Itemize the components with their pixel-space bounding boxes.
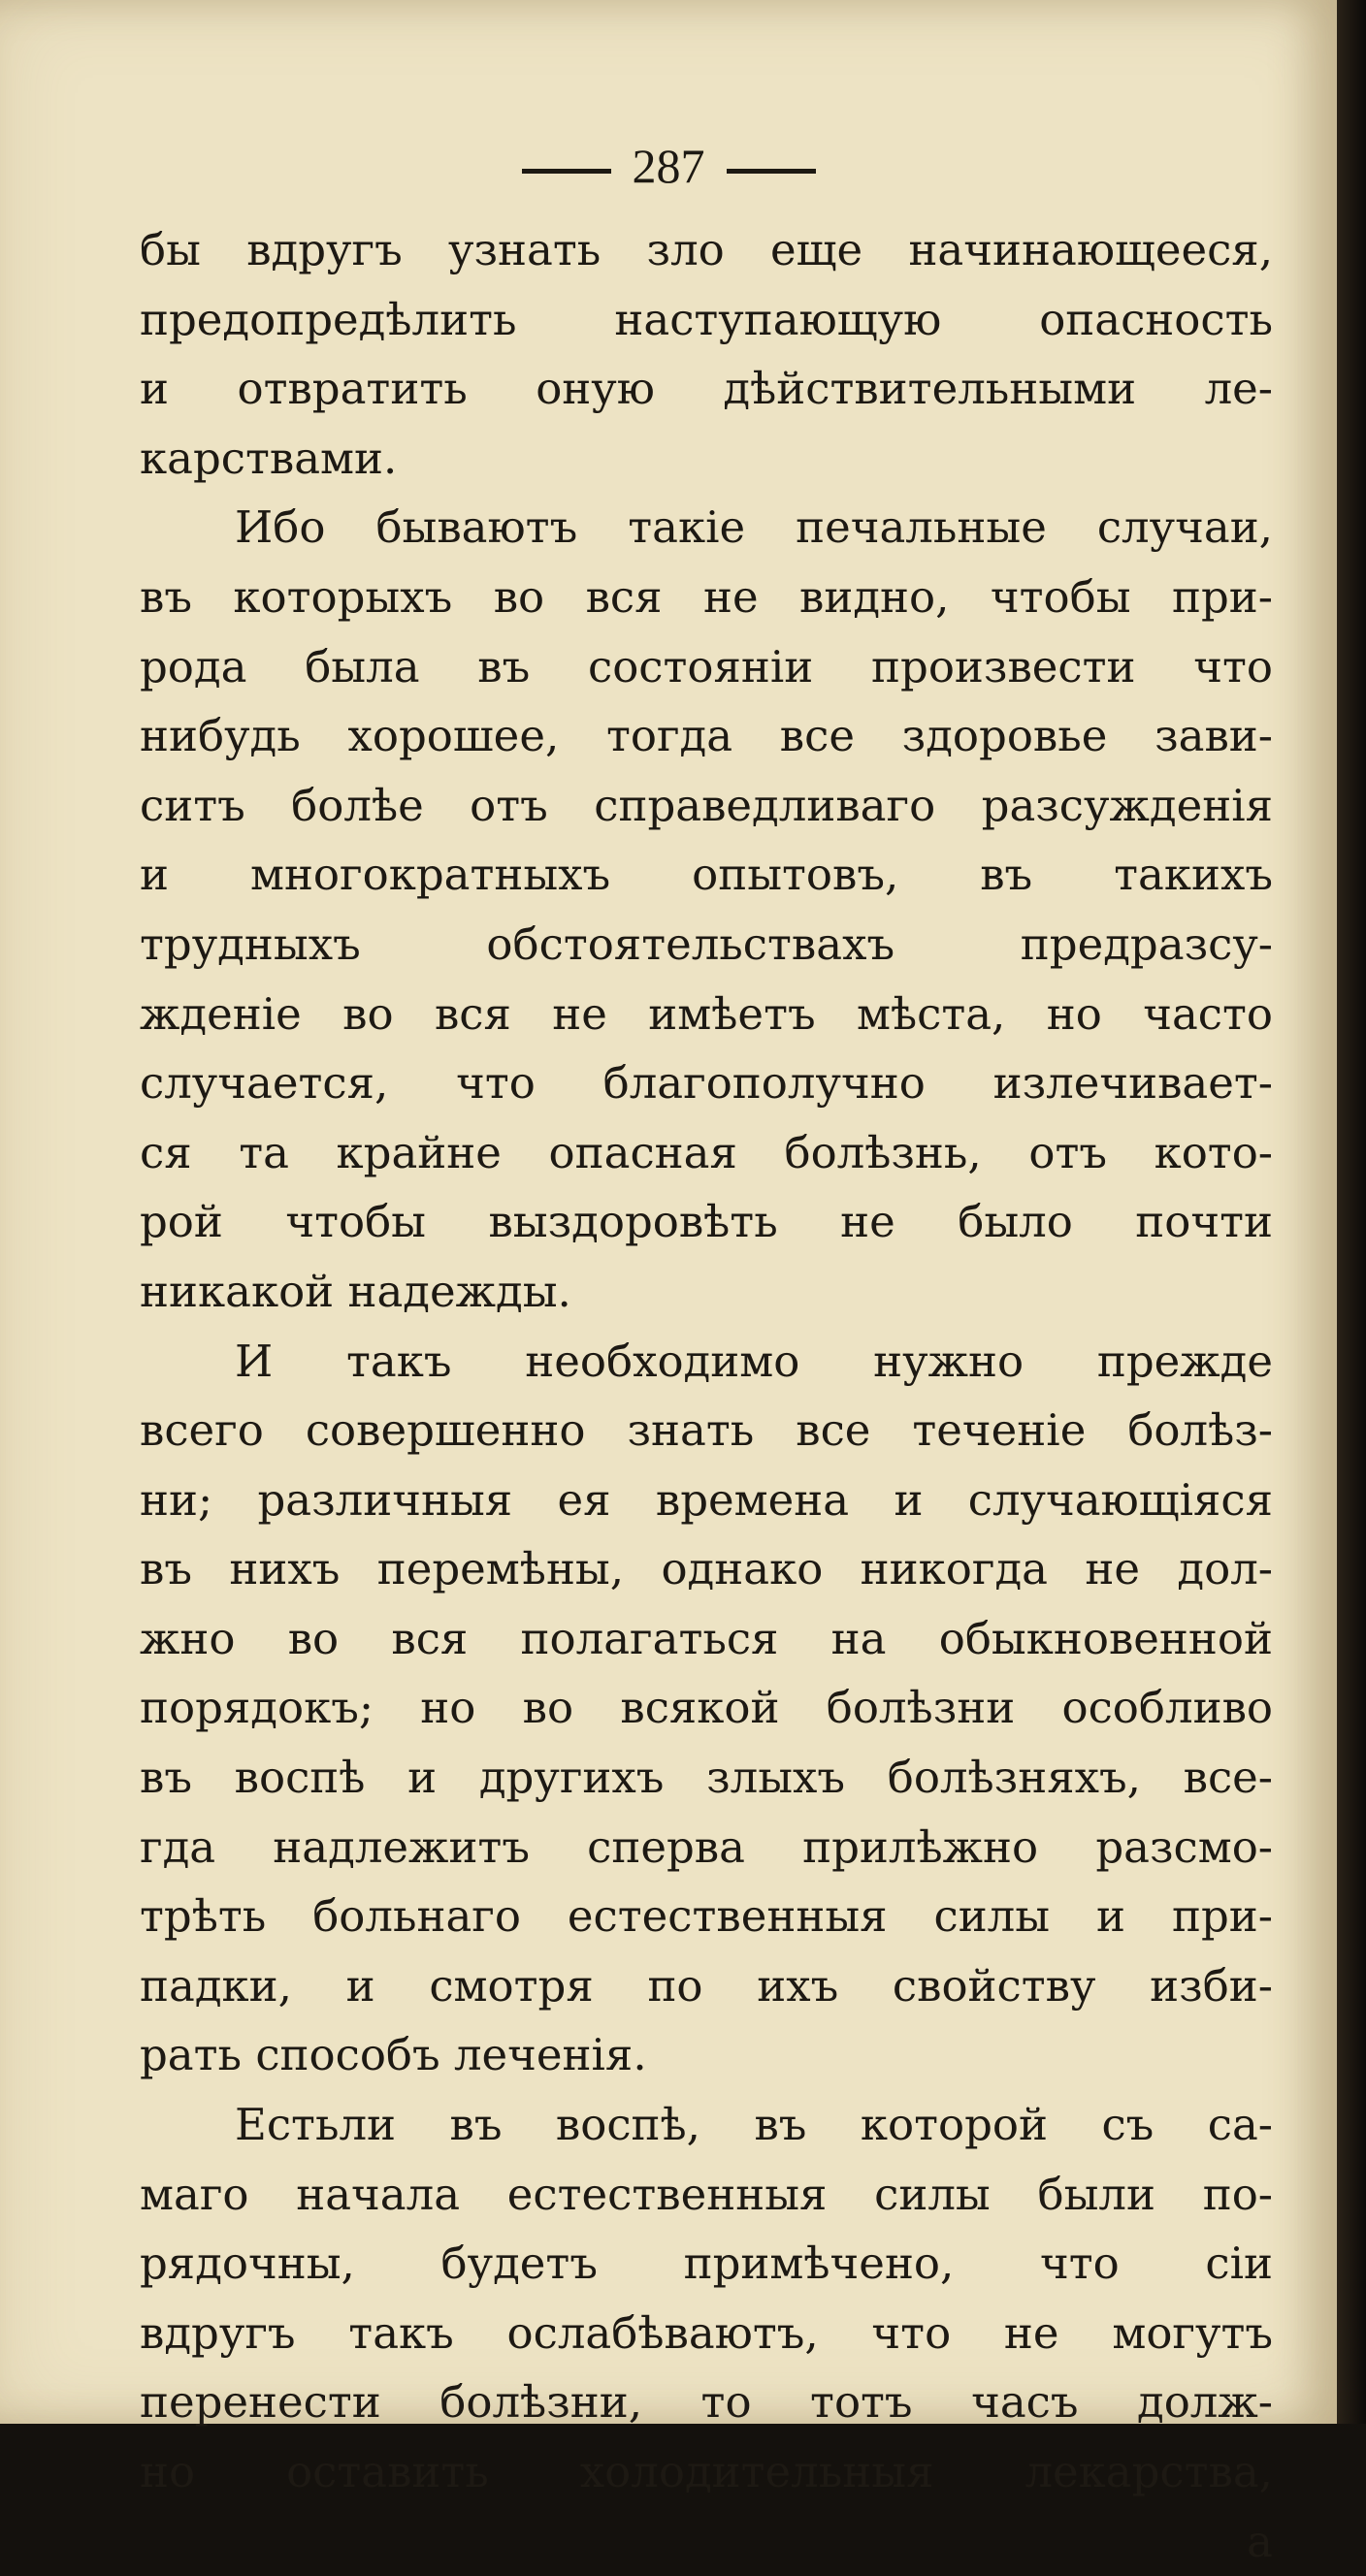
text-line: рой чтобы выздоровѣть не было почти	[140, 1196, 1273, 1248]
text-line: ся та крайне опасная болѣзнь, отъ кото-	[140, 1126, 1273, 1178]
text-line: рать способъ леченія.	[140, 2029, 647, 2081]
text-line: рядочны, будетъ примѣчено, что сіи	[140, 2238, 1273, 2290]
text-line: всего совершенно знать все теченіе болѣз-	[140, 1404, 1273, 1457]
text-line: въ нихъ перемѣны, однако никогда не дол-	[140, 1543, 1273, 1595]
text-line: маго начала естественныя силы были по-	[140, 2168, 1273, 2220]
text-line: карствами.	[140, 432, 398, 484]
page-edge-shadow	[1337, 0, 1366, 2424]
text-line: но оставить холодительныя лекарства,	[140, 2446, 1273, 2497]
text-line: нибудь хорошее, тогда все здоровье зави-	[140, 710, 1273, 762]
text-line: случается, что благополучно излечивает-	[140, 1057, 1273, 1110]
text-line: гда надлежитъ сперва прилѣжно разсмо-	[140, 1820, 1273, 1873]
text-line: перенести болѣзни, то тотъ часъ долж-	[140, 2376, 1273, 2429]
text-line: трудныхъ обстоятельствахъ предразсу-	[140, 918, 1273, 970]
body-text	[140, 215, 1273, 2576]
text-line: порядокъ; но во всякой болѣзни особливо	[140, 1682, 1273, 1734]
text-line-paragraph-start: И такъ необходимо нужно прежде	[235, 1335, 1273, 1387]
text-line: и многократныхъ опытовъ, въ такихъ	[140, 849, 1273, 901]
text-line: въ воспѣ и другихъ злыхъ болѣзняхъ, все-	[140, 1752, 1273, 1804]
text-line: ни; различныя ея времена и случающіяся	[140, 1473, 1273, 1526]
text-line: ситъ болѣе отъ справедливаго разсужденія	[140, 779, 1273, 831]
text-line: и отвратить оную дѣйствительными ле-	[140, 363, 1273, 415]
text-line: бы вдругъ узнать зло еще начинающееся,	[140, 224, 1273, 275]
text-line: трѣть больнаго естественныя силы и при-	[140, 1890, 1273, 1943]
text-line-paragraph-start: Естьли въ воспѣ, въ которой съ са-	[235, 2099, 1273, 2151]
text-line: жно во вся полагаться на обыкновенной	[140, 1612, 1273, 1664]
text-line: рода была въ состояніи произвести что	[140, 640, 1273, 692]
header-dash-right	[727, 169, 816, 174]
text-line: падки, и смотря по ихъ свойству изби-	[140, 1959, 1273, 2012]
text-line: предопредѣлить наступающую опасность	[140, 293, 1273, 345]
text-line: никакой надежды.	[140, 1265, 571, 1317]
catchword: а	[1247, 2515, 1273, 2567]
text-line-paragraph-start: Ибо бываютъ такіе печальные случаи,	[235, 501, 1273, 554]
page-number: 287	[632, 139, 705, 193]
text-line: въ которыхъ во вся не видно, чтобы при-	[140, 570, 1273, 623]
header-dash-left	[522, 169, 611, 174]
text-line: жденіе во вся не имѣетъ мѣста, но часто	[140, 987, 1273, 1040]
text-line: вдругъ такъ ослабѣваютъ, что не могутъ	[140, 2306, 1273, 2359]
page-header	[0, 138, 1337, 194]
